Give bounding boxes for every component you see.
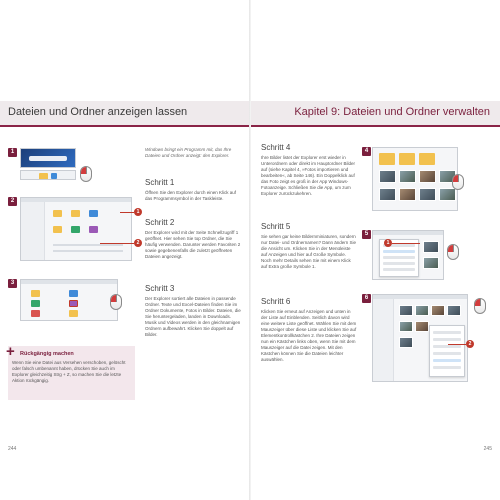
photo-icon — [415, 321, 429, 332]
taskbar-strip — [29, 156, 67, 161]
page-gutter — [249, 0, 251, 500]
step-6-text: Klicken Sie erneut auf Anzeigen und unten in der Liste auf Einblenden. Seitlich davon wird eine weitere Liste geöffnet. Wählen Sie mit dem Mauszeiger über diese Liste und klicken Sie auf Elementkontrollkästchen 2. Ihre Dateien zeigen nun ein Kästchen links oben, wenn Sie mit dem Mauszeiger auf die Datei zeigen. Mit den Kästchen können Sie die Dateien leichter auswählen. — [261, 309, 357, 362]
left-page-header — [0, 101, 249, 127]
photo-icon — [399, 188, 416, 201]
step-6-title: Schritt 6 — [261, 297, 291, 306]
callout-line — [100, 243, 134, 244]
folder-icon — [53, 210, 62, 217]
step-badge-5: 5 — [362, 230, 371, 239]
pictures-folder-icon — [69, 300, 78, 307]
folder-icon — [419, 153, 435, 165]
photo-icon — [419, 170, 436, 183]
tip-text: Wenn Sie eine Datei aus Versehen verschoben, gelöscht oder falsch umbenannt haben, drücken Sie auch im Explorer gleichzeitig Strg + Z, so machen Sie die letzte Aktion rückgängig. — [12, 360, 126, 383]
explorer-screenshot — [20, 197, 132, 261]
photos-screenshot — [372, 147, 458, 211]
folders-screenshot — [20, 279, 118, 321]
callout-line — [120, 212, 134, 213]
mouse-icon — [447, 244, 459, 260]
folder-icon — [379, 153, 395, 165]
step-badge-2: 2 — [8, 197, 17, 206]
callout-line — [448, 344, 466, 345]
photo-icon — [431, 305, 445, 316]
left-page-title: Dateien und Ordner anzeigen lassen — [8, 106, 188, 118]
folder-icon — [71, 210, 80, 217]
step-4-text: Ihre Bilder listet der Explorer erst wieder in Unterordnern oder direkt im Hauptordner Bilder auf (siehe Kapitel 4, »Fotos importieren und bearbeiten«, ab Seite 146). Ein Doppelklick auf das Foto zeigt es groß in der App Windows-Fotoanzeige. Schließen Sie die App, um zum Explorer zurückzukehren. — [261, 155, 356, 196]
step-5-title: Schritt 5 — [261, 222, 291, 231]
photo-icon — [447, 305, 461, 316]
recent-files-row — [53, 250, 123, 252]
recent-files-row — [53, 244, 123, 246]
mouse-icon — [80, 166, 92, 182]
view-menu-toolbar — [373, 231, 443, 235]
folder-icon — [39, 173, 48, 180]
photo-icon — [419, 188, 436, 201]
mouse-icon — [452, 174, 464, 190]
intro-caption: Windows bringt ein Programm mit, das Ihre Dateien und Ordner anzeigt: den Explorer. — [145, 147, 232, 158]
folder-icon — [69, 290, 78, 297]
right-page-header — [251, 101, 500, 127]
folder-icon — [51, 173, 57, 179]
photo-icon — [439, 188, 456, 201]
menu-item — [383, 262, 415, 265]
folder-icon — [399, 153, 415, 165]
photo-icon — [423, 241, 439, 253]
show-submenu — [429, 325, 465, 377]
folder-icon — [71, 226, 80, 233]
menu-item — [433, 331, 461, 334]
menu-item — [383, 268, 415, 271]
tip-title: Rückgängig machen — [20, 351, 74, 357]
step-badge-1: 1 — [8, 148, 17, 157]
left-page-number: 244 — [8, 446, 17, 452]
callout-2: 2 — [134, 239, 142, 247]
step-3-text: Der Explorer sortiert alle Dateien in passende Ordner. Texte und Excel-Dateien finden Sie im Ordner Dokumente, Fotos in Bilder. Dateien, die Sie heruntergeladen, landen in Downloads. Musik und Videos werden in den gleichnamigen Ordnern aufbewahrt. Klicken Sie doppelt auf Bilder. — [145, 296, 241, 337]
menu-item — [433, 345, 461, 348]
photo-icon — [399, 170, 416, 183]
folders-titlebar — [21, 280, 117, 284]
explorer-sidebar — [21, 202, 45, 260]
photo-icon — [423, 257, 439, 269]
callout-1: 1 — [134, 208, 142, 216]
callout-2: 2 — [466, 340, 474, 348]
photo-icon — [379, 170, 396, 183]
photo-icon — [379, 188, 396, 201]
step-badge-4: 4 — [362, 147, 371, 156]
taskbar-screenshot — [20, 148, 76, 168]
photo-icon — [399, 305, 413, 316]
folder-icon — [31, 290, 40, 297]
callout-line — [392, 243, 420, 244]
step-3-title: Schritt 3 — [145, 284, 175, 293]
step-1-text: Öffnen Sie den Explorer durch einen Klick auf das Programmsymbol in der Taskleiste. — [145, 190, 236, 201]
menu-item — [433, 352, 461, 355]
right-page-title: Kapitel 9: Dateien und Ordner verwalten — [294, 106, 490, 118]
menu-item-checkboxes — [433, 359, 461, 362]
photo-icon — [399, 337, 413, 348]
folder-icon — [89, 210, 98, 217]
menu-item — [433, 338, 461, 341]
step-2-text: Der Explorer wird mit der Seite Schnellzugriff 1 geöffnet. Hier sehen Sie top Ordner, die Sie häufig verwenden. Darunter werden Favoriten 2 sowie gegebenenfalls die zuletzt geöffneten Dateien angezeigt. — [145, 230, 241, 259]
step-badge-3: 3 — [8, 279, 17, 288]
show-menu-screenshot — [372, 294, 468, 382]
menu-item — [383, 256, 415, 259]
folder-icon — [31, 310, 40, 317]
plus-icon: + — [6, 343, 15, 360]
folder-icon — [31, 300, 40, 307]
photo-icon — [399, 321, 413, 332]
folder-icon — [89, 226, 98, 233]
mouse-icon — [110, 294, 122, 310]
folder-icon — [53, 226, 62, 233]
menu-item — [433, 366, 461, 369]
show-menu-sidebar — [373, 299, 394, 381]
right-page-number: 245 — [483, 446, 492, 452]
view-menu-screenshot — [372, 230, 444, 280]
taskbar-icons-screenshot — [20, 170, 76, 180]
mouse-icon — [474, 298, 486, 314]
step-1-title: Schritt 1 — [145, 178, 175, 187]
step-5-text: Sie sehen gar keine Bildernminiaturen, sondern nur Datei- und Ordnernamen? Dann ändern Sie die Ansicht um. Klicken Sie in der Menüleiste auf Anzeigen und hier auf Große Symbole. Noch mehr Details sehen Sie mit einem Klick auf Extra große Symbole 1. — [261, 234, 357, 269]
step-4-title: Schritt 4 — [261, 143, 291, 152]
callout-1: 1 — [384, 239, 392, 247]
photo-icon — [415, 305, 429, 316]
menu-item-extra-large — [383, 250, 415, 253]
step-2-title: Schritt 2 — [145, 218, 175, 227]
step-badge-6: 6 — [362, 294, 371, 303]
folder-icon — [69, 310, 78, 317]
